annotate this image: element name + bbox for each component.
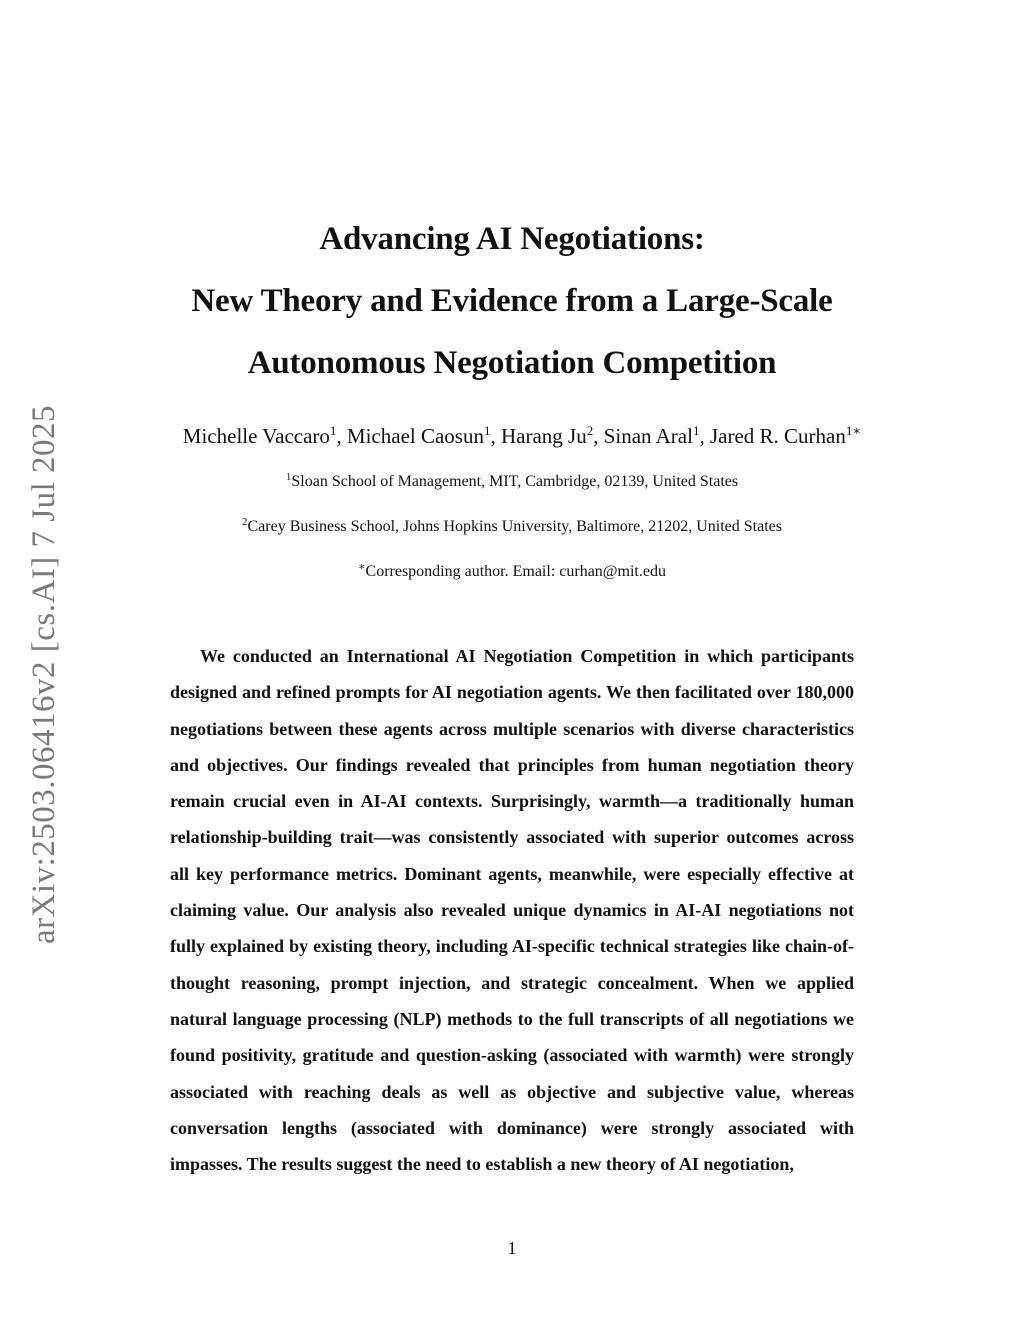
page-number: 1: [507, 1238, 517, 1258]
affiliation-text: Corresponding author. Email: curhan@mit.edu: [365, 563, 666, 580]
title-line-3: Autonomous Negotiation Competition: [247, 345, 777, 381]
author-list: [0, 420, 1024, 452]
author: Michael Caosun$^1$,: [346, 423, 501, 448]
paper-title: [0, 208, 1024, 394]
abstract: We conducted an International AI Negotiation Competition in which participants designed and refined prompts for AI negotiation agents. We then facilitated over 180,000 negotiations between these agents across multiple scenarios with diverse characteristics and objectives. Our findings revealed that principles from human negotiation theory remain crucial even in AI-AI contexts. Surprisingly, warmth—a traditionally human relationship-building trait—was consistently associated with superior outcomes across all key performance metrics. Dominant agents, meanwhile, were especially effective at claiming value. Our analysis also revealed unique dynamics in AI-AI negotiations not fully explained by existing theory, including AI-specific technical strategies like chain-of-thought reasoning, prompt injection, and strategic concealment. When we applied natural language processing (NLP) methods to the full transcripts of all negotiations we found positivity, gratitude and question-asking (associated with warmth) were strongly associated with reaching deals as well as objective and subjective value, whereas conversation lengths (associated with dominance) were strongly associated with impasses. The results suggest the need to establish a new theory of AI negotiation,: [170, 646, 854, 1175]
corresponding-author: [0, 561, 1024, 583]
author: Jared R. Curhan$^{1∗}$: [709, 423, 862, 448]
affiliation-mark: ∗: [358, 561, 366, 573]
affiliation-1: [0, 471, 1024, 493]
affiliation-text: Carey Business School, Johns Hopkins University, Baltimore, 21202, United States: [247, 518, 782, 535]
arxiv-identifier-text: arXiv:2503.06416v2 [cs.AI] 7 Jul 2025: [26, 404, 63, 944]
author: Harang Ju$^2$,: [500, 423, 604, 448]
author: Sinan Aral$^1$,: [603, 423, 710, 448]
affiliation-2: [0, 516, 1024, 538]
title-line-1: Advancing AI Negotiations:: [319, 221, 705, 257]
affiliation-mark: 1: [285, 471, 292, 483]
affiliation-mark: 2: [242, 516, 248, 528]
title-line-2: New Theory and Evidence from a Large-Scale: [191, 283, 833, 319]
affiliation-text: Sloan School of Management, MIT, Cambridge, 02139, United States: [291, 473, 739, 490]
author: Michelle Vaccaro$^1$,: [182, 423, 347, 448]
